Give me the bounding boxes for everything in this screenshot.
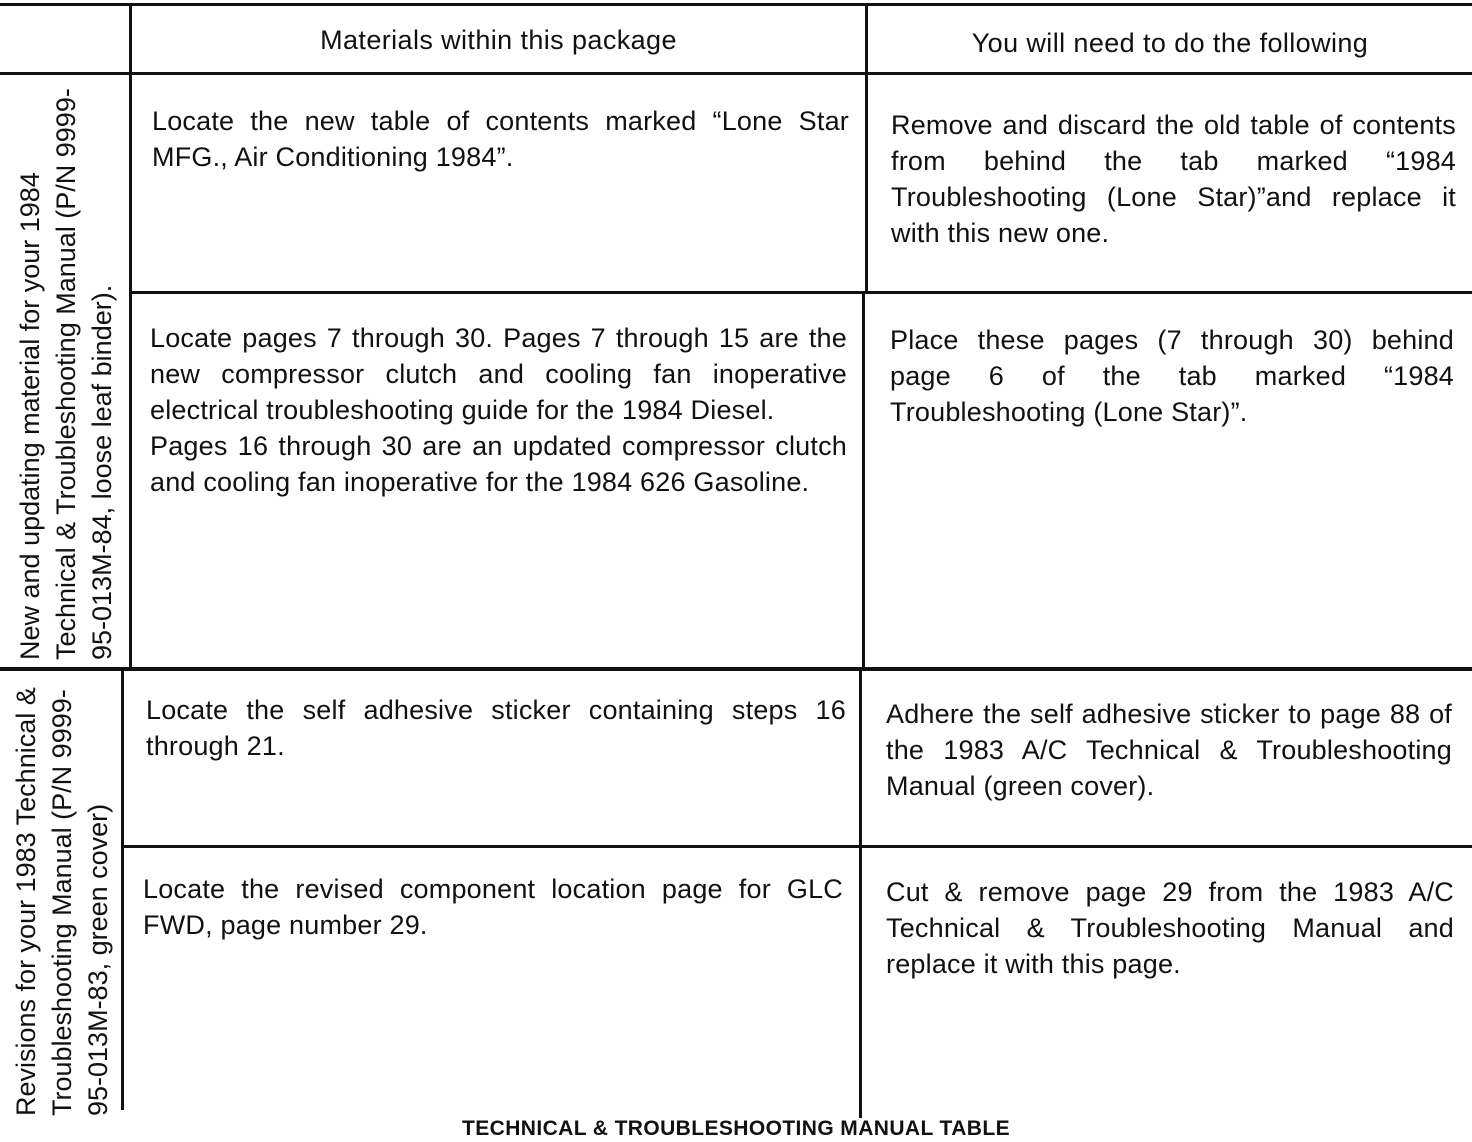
materials-text: Locate the new table of contents marked “Lone Star MFG., Air Conditioning 1984”. [152, 106, 849, 172]
group-label-1984: New and updating material for your 1984 Technical & Troubleshooting Manual (P/N 9999-95-013M-84, loose leaf binder). [15, 88, 117, 660]
group-divider [0, 667, 1472, 671]
table-caption: TECHNICAL & TROUBLESHOOTING MANUAL TABLE [462, 1117, 1010, 1140]
middle-column-border-lower [859, 668, 862, 1118]
header-materials: Materials within this package [320, 25, 677, 55]
label-column-border [129, 3, 132, 669]
materials-cell-sticker [146, 692, 846, 764]
middle-column-border-mid [862, 292, 865, 668]
action-text: Adhere the self adhesive sticker to page 88 of the 1983 A/C Technical & Troubleshooting Manual (green cover). [886, 699, 1452, 801]
action-cell-place-pages [890, 322, 1454, 430]
action-text: Place these pages (7 through 30) behind page 6 of the tab marked “1984 Troubleshooting (Lone Star)”. [890, 325, 1454, 427]
materials-cell-table-of-contents [152, 103, 849, 175]
action-cell-adhere-sticker [886, 696, 1452, 804]
row-divider-3 [122, 845, 1472, 848]
table-top-border [0, 3, 1472, 6]
row-divider-1 [130, 291, 1472, 294]
materials-text: Locate the self adhesive sticker containing steps 16 through 21. [146, 695, 846, 761]
materials-text: Pages 16 through 30 are an updated compressor clutch and cooling fan inoperative for the 1984 626 Gasoline. [150, 431, 847, 497]
action-text: Remove and discard the old table of contents from behind the tab marked “1984 Troubleshooting (Lone Star)”and replace it with this new one. [891, 110, 1456, 248]
materials-cell-pages-7-30 [150, 320, 847, 500]
materials-text: Locate pages 7 through 30. Pages 7 through 15 are the new compressor clutch and cooling fan inoperative electrical troubleshooting guide for the 1984 Diesel. [150, 323, 847, 425]
label-column-border-lower [121, 669, 124, 1110]
action-cell-replace-contents [891, 107, 1456, 251]
action-text: Cut & remove page 29 from the 1983 A/C Technical & Troubleshooting Manual and replace it with this page. [886, 877, 1454, 979]
materials-cell-component-page [143, 871, 843, 943]
materials-text: Locate the revised component location page for GLC FWD, page number 29. [143, 874, 843, 940]
group-label-1983: Revisions for your 1983 Technical & Troubleshooting Manual (P/N 9999-95-013M-83, green cover) [11, 687, 113, 1116]
action-cell-cut-remove [886, 874, 1454, 982]
header-bottom-border [0, 72, 1472, 75]
header-actions: You will need to do the following [971, 28, 1369, 58]
